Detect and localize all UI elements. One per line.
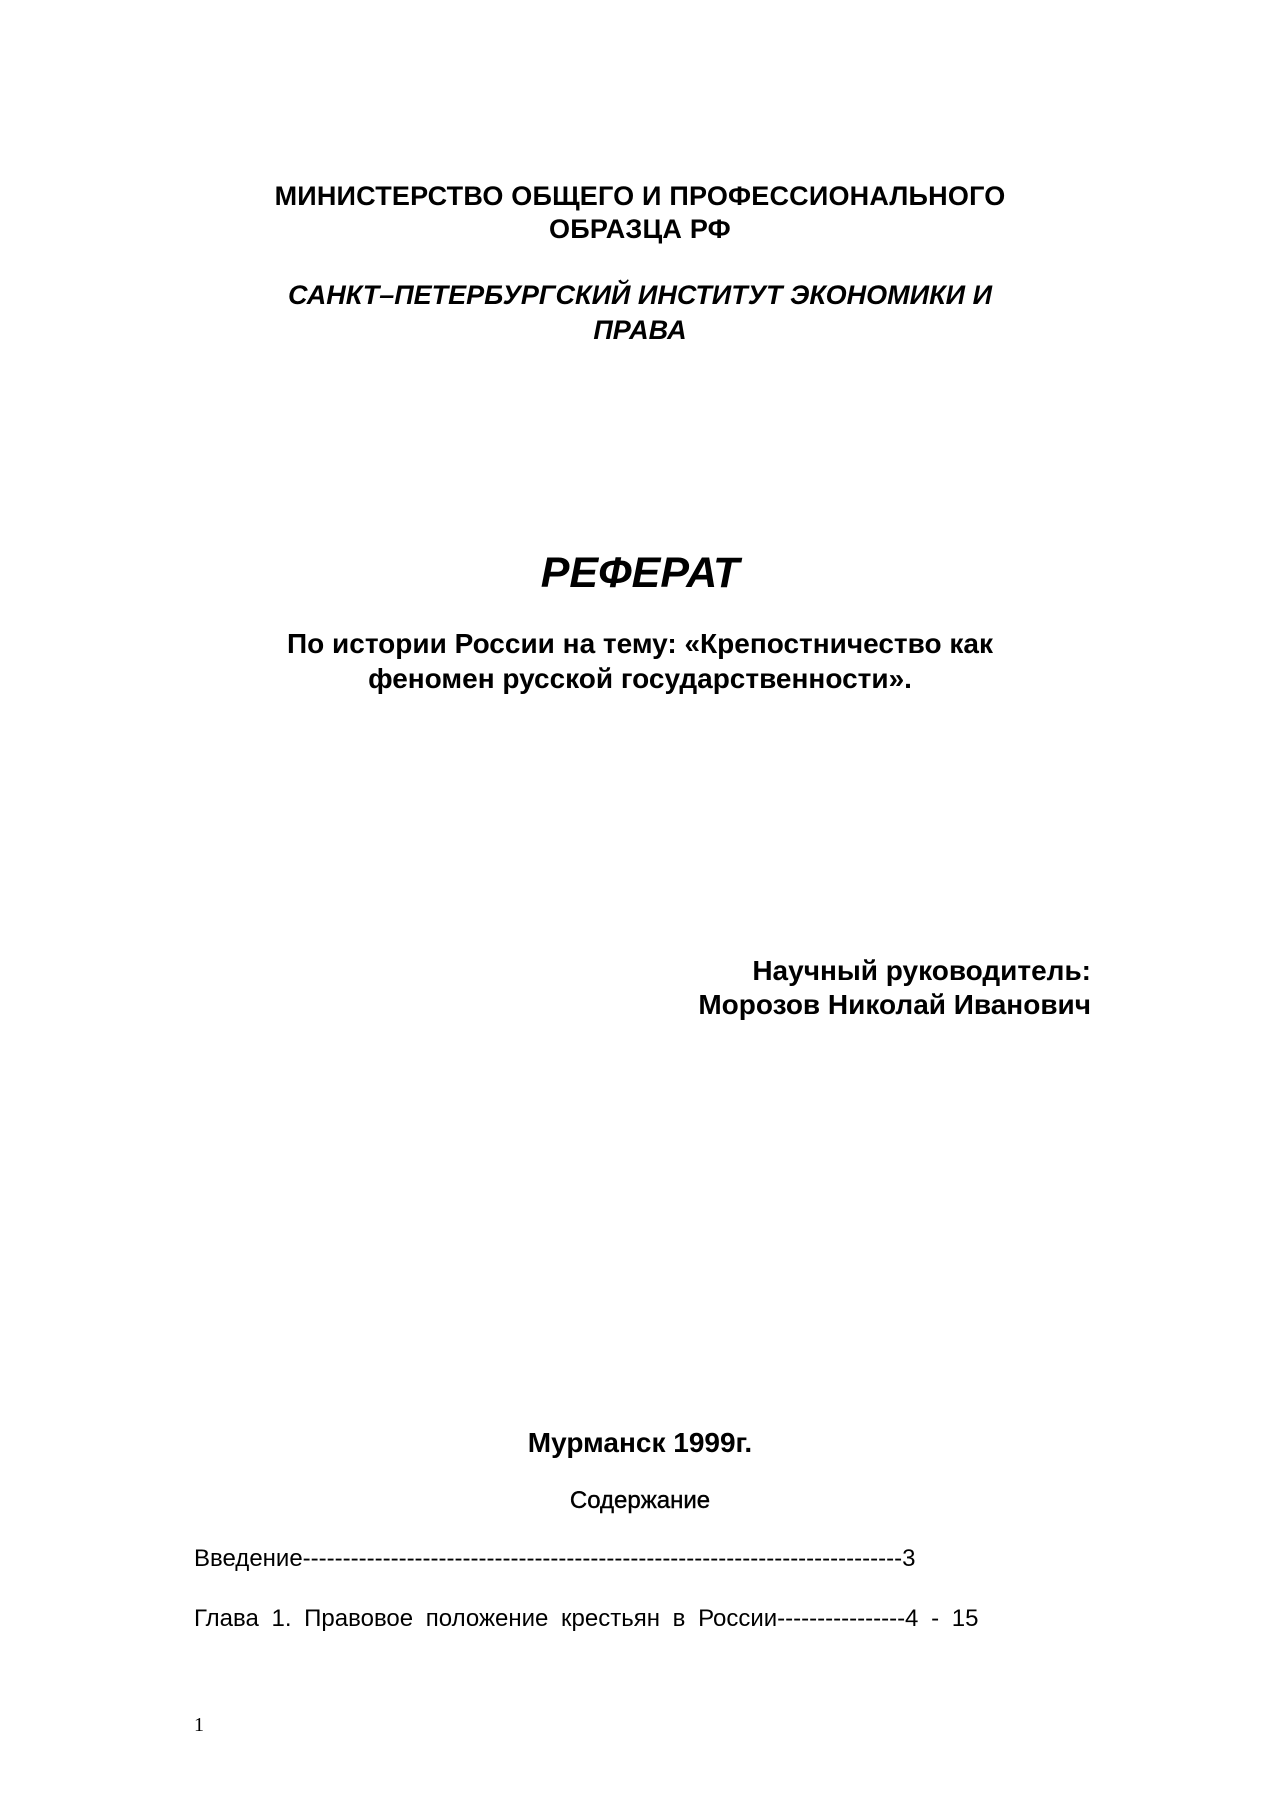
contents-item-introduction: Введение---------------------------------------------------------------------------3 <box>194 1545 916 1572</box>
contents-item-chapter-1: Глава 1. Правовое положение крестьян в России----------------4 - 15 <box>194 1605 979 1632</box>
ministry-heading-line-2: ОБРАЗЦА РФ <box>549 214 731 244</box>
institute-heading-line-1: САНКТ–ПЕТЕРБУРГСКИЙ ИНСТИТУТ ЭКОНОМИКИ И <box>287 280 993 310</box>
institute-heading <box>190 278 1090 348</box>
topic-heading <box>190 626 1090 696</box>
document-type-title: РЕФЕРАТ <box>540 549 740 597</box>
topic-heading-line-1: По истории России на тему: «Крепостничество как <box>287 628 993 659</box>
topic-heading-line-2: феномен русской государственности». <box>368 663 912 694</box>
page-number: 1 <box>194 1714 204 1736</box>
contents-heading: Содержание <box>569 1487 711 1514</box>
institute-heading-line-2: ПРАВА <box>593 315 687 345</box>
supervisor-name: Морозов Николай Иванович <box>698 989 1091 1020</box>
ministry-heading <box>190 180 1090 246</box>
supervisor-label: Научный руководитель: <box>752 955 1091 986</box>
city-year: Мурманск 1999г. <box>527 1427 753 1458</box>
supervisor-block <box>560 954 1091 1022</box>
ministry-heading-line-1: МИНИСТЕРСТВО ОБЩЕГО И ПРОФЕССИОНАЛЬНОГО <box>274 181 1006 211</box>
